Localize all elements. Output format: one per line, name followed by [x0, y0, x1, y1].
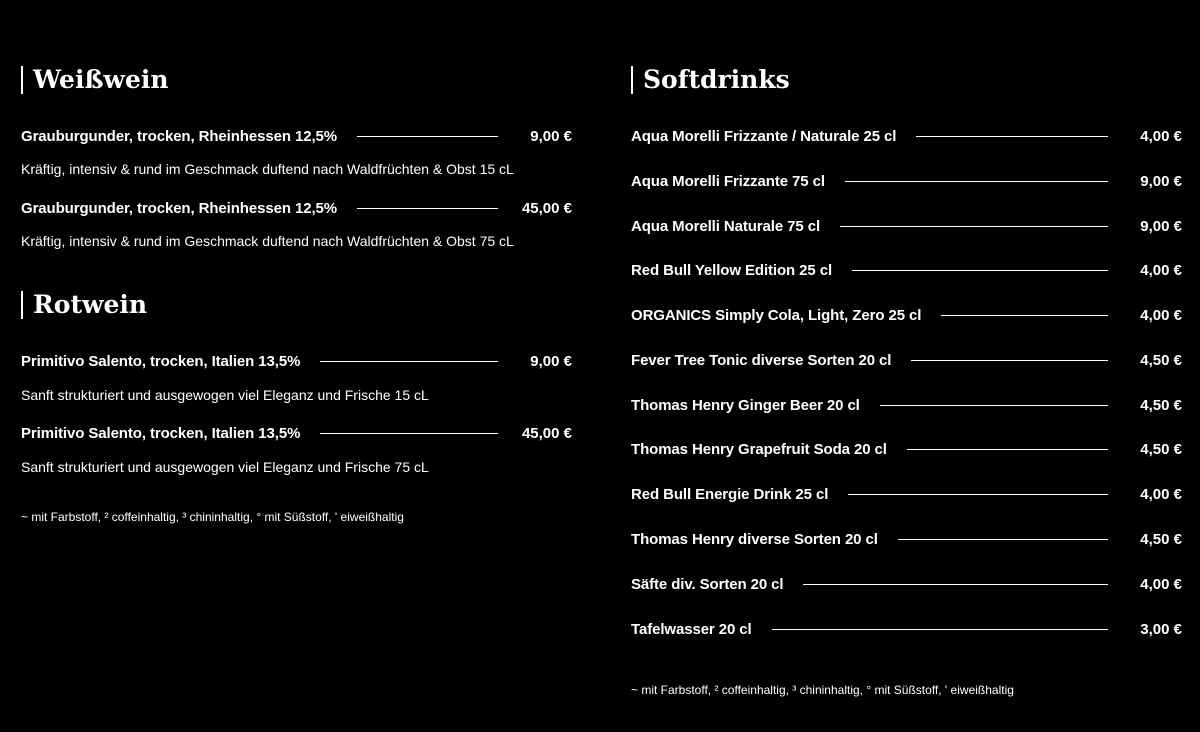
- leader-line: [916, 136, 1108, 137]
- leader-line: [848, 494, 1108, 495]
- leader-line: [880, 405, 1108, 406]
- menu-item: [631, 439, 1182, 459]
- menu-item: [631, 260, 1182, 280]
- leader-line: [898, 539, 1108, 540]
- item-description: Kräftig, intensiv & rund im Geschmack duftend nach Waldfrüchten & Obst 15 cL: [21, 161, 514, 177]
- leader-line: [320, 433, 498, 434]
- item-price: 4,50 €: [1140, 396, 1182, 414]
- item-description: Kräftig, intensiv & rund im Geschmack duftend nach Waldfrüchten & Obst 75 cL: [21, 233, 514, 249]
- rotwein-heading: Rotwein: [21, 291, 147, 319]
- item-price: 9,00 €: [1140, 172, 1182, 190]
- item-price: 3,00 €: [1140, 620, 1182, 638]
- item-name: Tafelwasser 20 cl: [631, 620, 752, 638]
- menu-item: [631, 171, 1182, 191]
- item-price: 4,50 €: [1140, 530, 1182, 548]
- leader-line: [803, 584, 1108, 585]
- item-name: Aqua Morelli Frizzante / Naturale 25 cl: [631, 127, 897, 145]
- item-name: Thomas Henry Ginger Beer 20 cl: [631, 396, 860, 414]
- item-price: 9,00 €: [1140, 217, 1182, 235]
- item-name: Primitivo Salento, trocken, Italien 13,5%: [21, 352, 301, 370]
- menu-item: [21, 351, 572, 371]
- item-price: 45,00 €: [521, 199, 572, 217]
- leader-line: [772, 629, 1108, 630]
- leader-line: [852, 270, 1108, 271]
- menu-item: [21, 198, 572, 218]
- menu-item: [631, 484, 1182, 504]
- item-price: 4,50 €: [1140, 351, 1182, 369]
- item-name: Grauburgunder, trocken, Rheinhessen 12,5%: [21, 127, 337, 145]
- menu-item: [631, 395, 1182, 415]
- item-price: 9,00 €: [530, 352, 572, 370]
- item-description: Sanft strukturiert und ausgewogen viel Eleganz und Frische 15 cL: [21, 387, 429, 403]
- item-price: 45,00 €: [521, 424, 572, 442]
- menu-item: [21, 423, 572, 443]
- menu-item: [631, 529, 1182, 549]
- allergen-footnote: ~ mit Farbstoff, ² coffeinhaltig, ³ chininhaltig, ° mit Süßstoff, ' eiweißhaltig: [631, 683, 1014, 697]
- leader-line: [911, 360, 1108, 361]
- item-price: 4,00 €: [1140, 485, 1182, 503]
- softdrinks-heading: Softdrinks: [631, 66, 790, 94]
- menu-item: [631, 126, 1182, 146]
- item-name: Fever Tree Tonic diverse Sorten 20 cl: [631, 351, 892, 369]
- item-price: 4,00 €: [1140, 306, 1182, 324]
- weisswein-heading: Weißwein: [21, 66, 169, 94]
- item-name: ORGANICS Simply Cola, Light, Zero 25 cl: [631, 306, 922, 324]
- menu-item: [21, 126, 572, 146]
- leader-line: [941, 315, 1108, 316]
- item-price: 4,00 €: [1140, 261, 1182, 279]
- item-name: Thomas Henry diverse Sorten 20 cl: [631, 530, 878, 548]
- leader-line: [845, 181, 1108, 182]
- item-name: Säfte div. Sorten 20 cl: [631, 575, 784, 593]
- leader-line: [907, 449, 1108, 450]
- leader-line: [320, 361, 498, 362]
- leader-line: [357, 136, 498, 137]
- item-name: Aqua Morelli Naturale 75 cl: [631, 217, 821, 235]
- menu-item: [631, 574, 1182, 594]
- menu-item: [631, 619, 1182, 639]
- item-price: 4,00 €: [1140, 127, 1182, 145]
- item-name: Red Bull Yellow Edition 25 cl: [631, 261, 833, 279]
- menu-item: [631, 216, 1182, 236]
- item-name: Primitivo Salento, trocken, Italien 13,5%: [21, 424, 301, 442]
- leader-line: [840, 226, 1108, 227]
- item-name: Thomas Henry Grapefruit Soda 20 cl: [631, 440, 887, 458]
- allergen-footnote: ~ mit Farbstoff, ² coffeinhaltig, ³ chininhaltig, ° mit Süßstoff, ' eiweißhaltig: [21, 510, 404, 524]
- item-name: Grauburgunder, trocken, Rheinhessen 12,5%: [21, 199, 337, 217]
- item-price: 9,00 €: [530, 127, 572, 145]
- menu-item: [631, 350, 1182, 370]
- leader-line: [357, 208, 498, 209]
- item-price: 4,00 €: [1140, 575, 1182, 593]
- menu-item: [631, 305, 1182, 325]
- item-description: Sanft strukturiert und ausgewogen viel Eleganz und Frische 75 cL: [21, 459, 429, 475]
- item-name: Aqua Morelli Frizzante 75 cl: [631, 172, 825, 190]
- item-price: 4,50 €: [1140, 440, 1182, 458]
- item-name: Red Bull Energie Drink 25 cl: [631, 485, 829, 503]
